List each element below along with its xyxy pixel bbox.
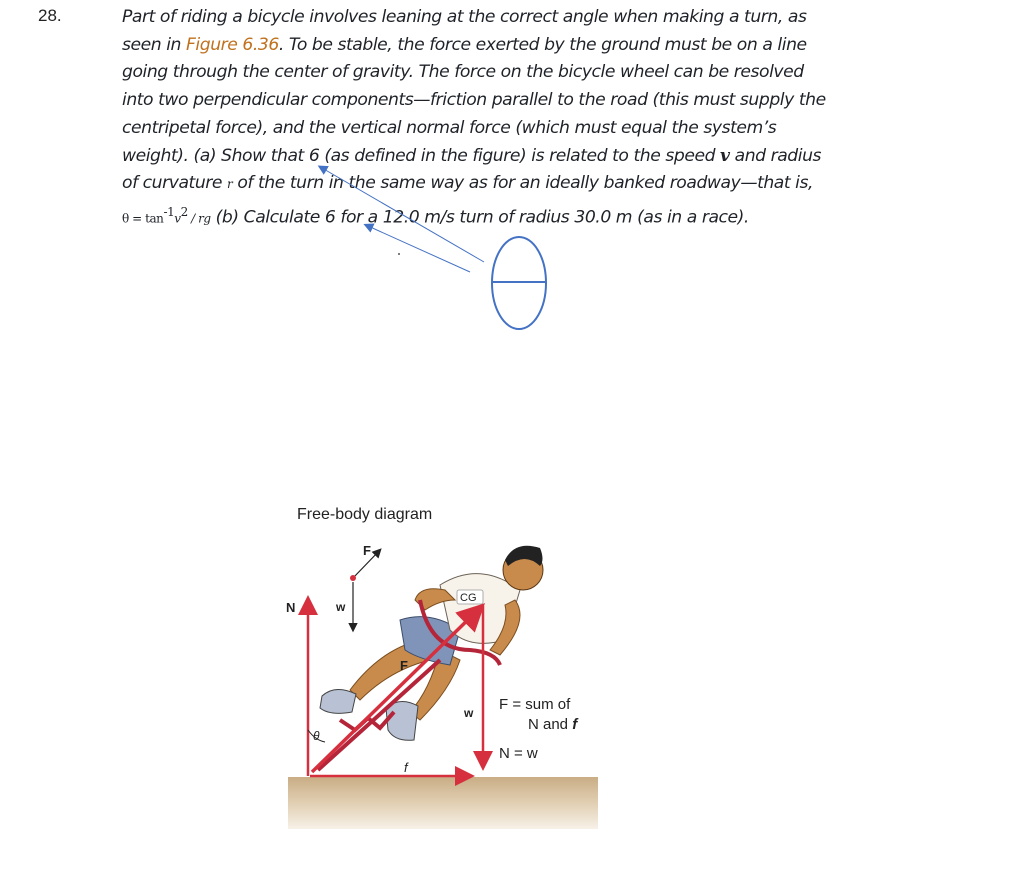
note-N-and-f [528,716,579,733]
radius-symbol: r [227,177,233,192]
speed-symbol: v [720,145,730,166]
equation-exponent: -1 [163,204,175,219]
question-number: 28. [38,6,62,25]
question-line-6-pre: weight). (a) Show that 6 (as defined in the figure) is related to the speed [122,145,721,166]
question-line-7-pre: of curvature [122,173,228,194]
annotation-arrow-upper [322,168,484,262]
question-line-4: into two perpendicular components—friction parallel to the road (this must supply the [122,90,826,111]
question-line-6-post: and radius [729,145,822,166]
annotation-dot [398,253,400,255]
note-N-equals-w: N = w [499,745,538,762]
question-line-3: going through the center of gravity. The force on the bicycle wheel can be resolved [122,62,804,83]
note-F-sum: F = sum of [499,696,571,713]
question-line-2-post: . To be stable, the force exerted by the ground must be on a line [278,34,807,55]
label-F-top: F [363,543,371,558]
question-line-8-post: (b) Calculate 6 for a 12.0 m/s turn of radius 30.0 m (as in a race). [210,207,749,228]
equation-v: v [174,211,181,226]
figure-title: Free-body diagram [297,506,433,523]
label-w-small: w [336,600,346,614]
note-N-and: N and [528,716,573,733]
note-f: f [572,716,578,733]
question-line-5: centripetal force), and the vertical normal force (which must equal the system’s [122,117,777,138]
label-theta: θ [313,729,320,743]
question-line-7-post: of the turn in the same way as for an ideally banked roadway—that is, [232,173,814,194]
label-f: f [404,760,408,775]
equation-rg: / rg [187,211,211,226]
label-CG: CG [460,592,477,604]
equation-theta-tan: θ = tan [122,211,164,226]
question-line-1: Part of riding a bicycle involves leaning at the correct angle when making a turn, as [122,7,807,27]
free-body-figure [280,500,610,840]
label-F-mid: F [400,658,408,673]
annotation-arrow-lower [368,226,470,272]
label-w-big: w [464,706,474,720]
label-N: N [286,600,296,615]
ground [288,777,598,829]
equation-square: 2 [180,204,188,219]
figure-reference-link[interactable]: Figure 6.36 [186,34,279,55]
small-cg-dot [350,575,356,581]
question-line-2-pre: seen in [122,34,186,55]
